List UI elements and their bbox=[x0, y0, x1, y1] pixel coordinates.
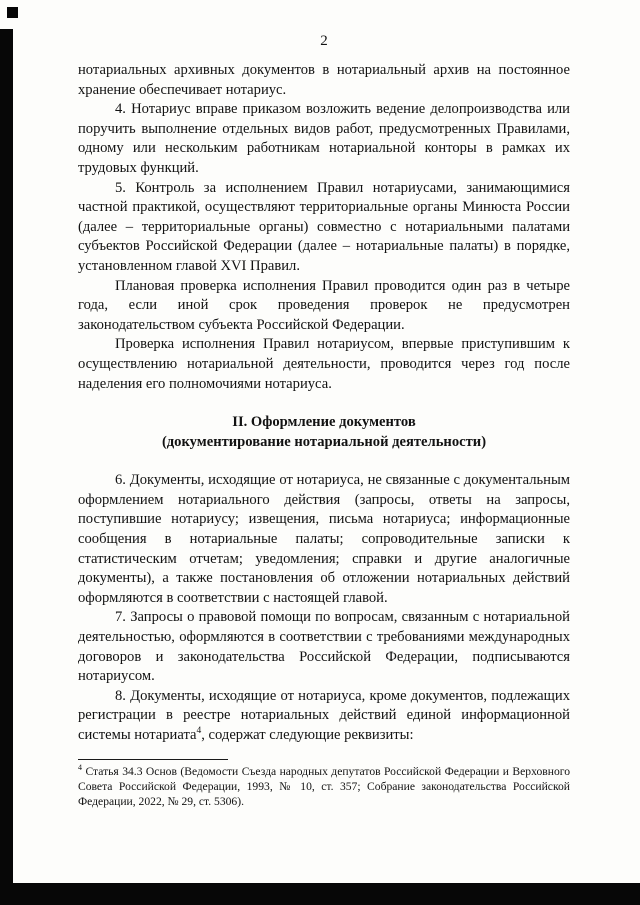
paragraph-text: 8. Документы, исходящие от нотариуса, кроме документов, подлежащих регистрации в реестре нотариальных действий единой информационной системы нотариата bbox=[78, 687, 570, 743]
page-content bbox=[78, 32, 570, 809]
scan-artifact-corner bbox=[7, 7, 18, 18]
scan-border-left bbox=[0, 29, 13, 905]
paragraph: 7. Запросы о правовой помощи по вопросам, связанным с нотариальной деятельностью, оформляются в соответствии с требованиями международных договоров и законодательства Российской Федерации, подписываются нотариусом. bbox=[78, 609, 570, 685]
paragraph bbox=[78, 687, 570, 746]
footnote-marker: 4 bbox=[78, 762, 82, 772]
paragraph: 4. Нотариус вправе приказом возложить ведение делопроизводства или поручить выполнение отдельных видов работ, предусмотренных Правилами, одному или нескольким работникам нотариальной конторы в рамках их трудовых функций. bbox=[78, 101, 570, 176]
section-heading-line2: (документирование нотариальной деятельности) bbox=[161, 433, 487, 450]
page-number: 2 bbox=[320, 33, 328, 49]
footnote-text: Статья 34.3 Основ (Ведомости Съезда народных депутатов Российской Федерации и Верховного Совета Российской Федерации, 1993, № 10, ст. 357; Собрание законодательства Российской Федерации, 2022, № 29, ст. 5306). bbox=[78, 764, 570, 809]
scan-border-bottom bbox=[0, 883, 640, 905]
paragraph: 6. Документы, исходящие от нотариуса, не связанные с документальным оформлением нотариального действия (запросы, ответы на запросы, поступившие нотариусу; извещения, письма нотариуса; информационные сообщения в нотариальные палаты; сопроводительные записки к статистическим отчетам; уведомления; справки и другие аналогичные документы), а также постановления об отложении нотариальных действий оформляются в соответствии с настоящей главой. bbox=[78, 472, 570, 606]
footnote-separator bbox=[78, 759, 228, 760]
paragraph: 5. Контроль за исполнением Правил нотариусами, занимающимися частной практикой, осуществляют территориальные органы Минюста России (далее – территориальные органы) совместно с нотариальными палатами субъектов Российской Федерации (далее – нотариальные палаты) в порядке, установленном главой XVI Правил. bbox=[78, 179, 570, 274]
footnote-reference: 4 bbox=[196, 726, 202, 737]
paragraph: Плановая проверка исполнения Правил проводится один раз в четыре года, если иной срок проведения проверок не предусмотрен законодательством субъекта Российской Федерации. bbox=[78, 277, 570, 333]
paragraph: нотариальных архивных документов в нотариальный архив на постоянное хранение обеспечивает нотариус. bbox=[78, 62, 570, 98]
section-heading bbox=[78, 413, 570, 452]
footnote bbox=[78, 764, 570, 810]
paragraph: Проверка исполнения Правил нотариусом, впервые приступившим к осуществлению нотариальной деятельности, проводится через год после наделения его полномочиями нотариуса. bbox=[78, 336, 570, 392]
section-heading-line1: II. Оформление документов bbox=[232, 414, 416, 431]
paragraph-text: , содержат следующие реквизиты: bbox=[201, 727, 414, 743]
